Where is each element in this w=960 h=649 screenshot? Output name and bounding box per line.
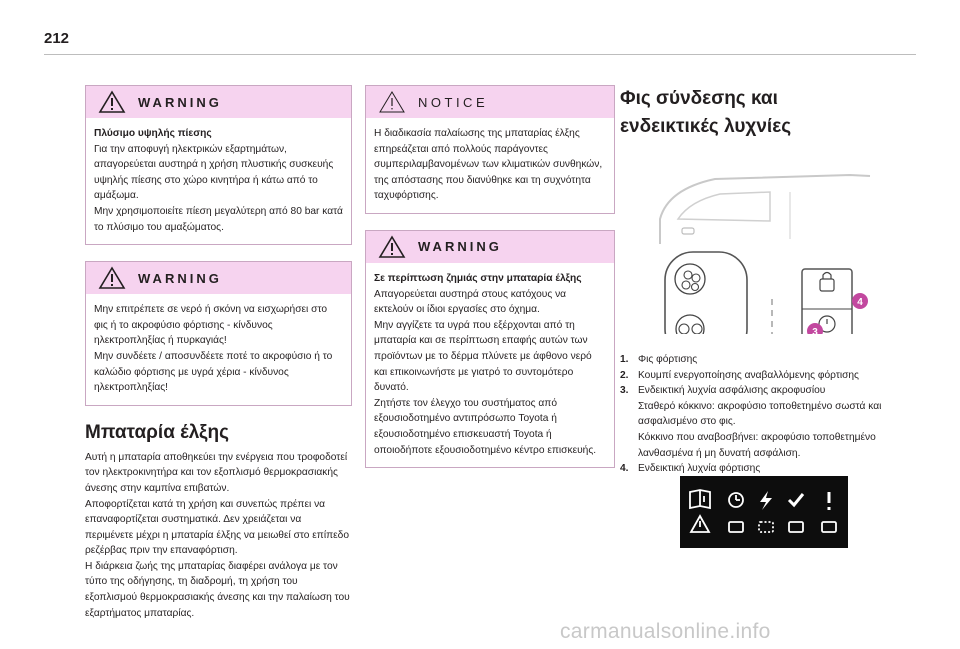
notice-triangle-icon	[378, 90, 406, 114]
warning-triangle-icon	[98, 90, 126, 114]
indicator-lights-panel	[680, 476, 848, 548]
warning-triangle-icon	[691, 516, 709, 532]
notice-text: Η διαδικασία παλαίωσης της μπαταρίας έλξης επηρεάζεται από πολλούς παράγοντες συμπεριλαμβανομένων των κλιματικών συνθηκών, της απόστασης που διανύθηκε και τη συχνότητα ταχυφόρτισης.	[374, 128, 603, 202]
warning-box-water-dust	[85, 261, 352, 406]
warning-heading: Πλύσιμο υψηλής πίεσης	[94, 128, 212, 139]
list-item-body	[638, 383, 920, 461]
warning-body	[86, 294, 351, 405]
warning-title: WARNING	[418, 239, 502, 255]
section-title-connector: Φις σύνδεσης και ενδεικτικές λυχνίες	[620, 88, 792, 137]
warning-text-2: Μην συνδέετε / αποσυνδέετε ποτέ το ακροφύσιο ή το καλώδιο φόρτισης με υγρά χέρια - κίνδυνος ηλεκτροπληξίας!	[94, 350, 333, 394]
notice-box-header	[366, 86, 614, 118]
notice-box	[365, 85, 615, 214]
list-item-extra-2: Κόκκινο που αναβοσβήνει: ακροφύσιο τοποθετημένο λανθασμένα ή μη δυνατή ασφάλιση.	[638, 431, 876, 459]
list-item	[620, 368, 920, 384]
column-2	[365, 85, 615, 484]
lightning-icon	[760, 491, 772, 510]
list-item-number: 1.	[620, 354, 629, 365]
indicator-lamp	[822, 522, 836, 532]
warning-triangle-icon	[378, 235, 406, 259]
list-item	[620, 461, 920, 477]
paragraph-1: Αυτή η μπαταρία αποθηκεύει την ενέργεια που τροφοδοτεί τον ηλεκτροκινητήρα και τον εξοπλισμό θερμοκρασιακής άνεσης στην καμπίνα επιβατών.	[85, 451, 348, 494]
indicator-lamp	[789, 522, 803, 532]
notice-body	[366, 118, 614, 213]
list-item-extra: Σταθερό κόκκινο: ακροφύσιο τοποθετημένο σωστά και ασφαλισμένο στο φις.	[638, 400, 882, 428]
warning-paragraph-2: Μην αγγίζετε τα υγρά που εξέρχονται από τη μπαταρία και σε περίπτωση επαφής αυτών των προϊόντων με το δέρμα πλύνετε με άφθονο νερό και επικοινωνήστε με γιατρό το συντομότερο δυνατό.	[374, 319, 592, 394]
warning-paragraph-3: Ζητήστε τον έλεγχο του συστήματος από εξουσιοδοτημένο αντιπρόσωπο Toyota ή εξουσιοδοτημένο επισκευαστή Toyota ή οποιοδήποτε εξουσιοδοτημένο κέντρο επισκευής.	[374, 397, 597, 456]
warning-triangle-icon	[98, 266, 126, 290]
paragraph-3: Η διάρκεια ζωής της μπαταρίας διαφέρει ανάλογα με τον τύπο της οδήγησης, τη διαδρομή, τη χρήση του εξοπλισμού θερμοκρασιακής άνεσης και την παλαίωση του εξαρτήματος μπαταρίας.	[85, 560, 350, 619]
indicator-lamp	[729, 522, 743, 532]
warning-text: Μην επιτρέπετε σε νερό ή σκόνη να εισχωρήσει στο φις ή το ακροφύσιο φόρτισης - κίνδυνος ηλεκτροπληξίας ή πυρκαγιάς!	[94, 304, 327, 347]
list-item-text: Φις φόρτισης	[638, 354, 698, 365]
clock-icon	[729, 493, 743, 507]
list-item-text: Ενδεικτική λυχνία ασφάλισης ακροφυσίου	[638, 385, 826, 397]
list-item	[620, 352, 920, 368]
paragraph-2: Αποφορτίζεται κατά τη χρήση και συνεπώς πρέπει να επαναφορτίζεται συστηματικά. Δεν χρειάζεται να περιμένετε μέχρι η μπαταρία έλξης να μειωθεί στο επίπεδο ρεζέρβας πριν την επαναφόρτιση.	[85, 498, 350, 557]
header-rule	[44, 54, 916, 55]
warning-box-header	[86, 262, 351, 294]
warning-paragraph-1: Απαγορεύεται αυστηρά στους κατόχους να εκτελούν οι ίδιοι εργασίες στο όχημα.	[374, 288, 567, 316]
list-item-number: 3.	[620, 385, 629, 397]
manual-info-icon	[690, 490, 710, 508]
list-item-text: Κουμπί ενεργοποίησης αναβαλλόμενης φόρτισης	[638, 369, 859, 381]
charging-socket-illustration	[620, 149, 880, 334]
watermark: carmanualsonline.info	[560, 620, 771, 643]
warning-body	[366, 263, 614, 467]
warning-box-header	[366, 231, 614, 263]
svg-text:3: 3	[812, 327, 818, 334]
svg-text:4: 4	[857, 297, 863, 308]
warning-text: Για την αποφυγή ηλεκτρικών εξαρτημάτων, απαγορεύεται αυστηρά η χρήση πλυστικής συσκευής υψηλής πίεσης στο χώρο κινητήρα ή κάτω από το αμάξωμα.	[94, 143, 334, 202]
vehicle-socket-diagram	[620, 149, 880, 334]
list-item	[620, 383, 920, 461]
page-number: 212	[44, 30, 70, 47]
notice-title: NOTICE	[418, 94, 489, 110]
legend-list	[620, 352, 920, 477]
indicator-lamp	[759, 522, 773, 532]
warning-box-header	[86, 86, 351, 118]
warning-heading: Σε περίπτωση ζημιάς στην μπαταρία έλξης	[374, 272, 582, 284]
warning-title: WARNING	[138, 94, 222, 110]
column-1	[85, 85, 352, 621]
warning-box-battery-damage	[365, 230, 615, 468]
column-3	[620, 85, 920, 477]
warning-body	[86, 118, 351, 244]
warning-text-2: Μην χρησιμοποιείτε πίεση μεγαλύτερη από 80 bar κατά το πλύσιμο του αμαξώματος.	[94, 205, 343, 233]
section-text	[85, 450, 352, 622]
warning-title: WARNING	[138, 270, 222, 286]
section-title-traction-battery: Μπαταρία έλξης	[85, 421, 230, 443]
callout-4	[852, 293, 868, 309]
list-item-number: 2.	[620, 369, 629, 381]
list-item-text: Ενδεικτική λυχνία φόρτισης	[638, 463, 761, 475]
check-icon	[789, 494, 803, 505]
warning-box-pressure-washing	[85, 85, 352, 245]
list-item-number: 4.	[620, 463, 629, 475]
